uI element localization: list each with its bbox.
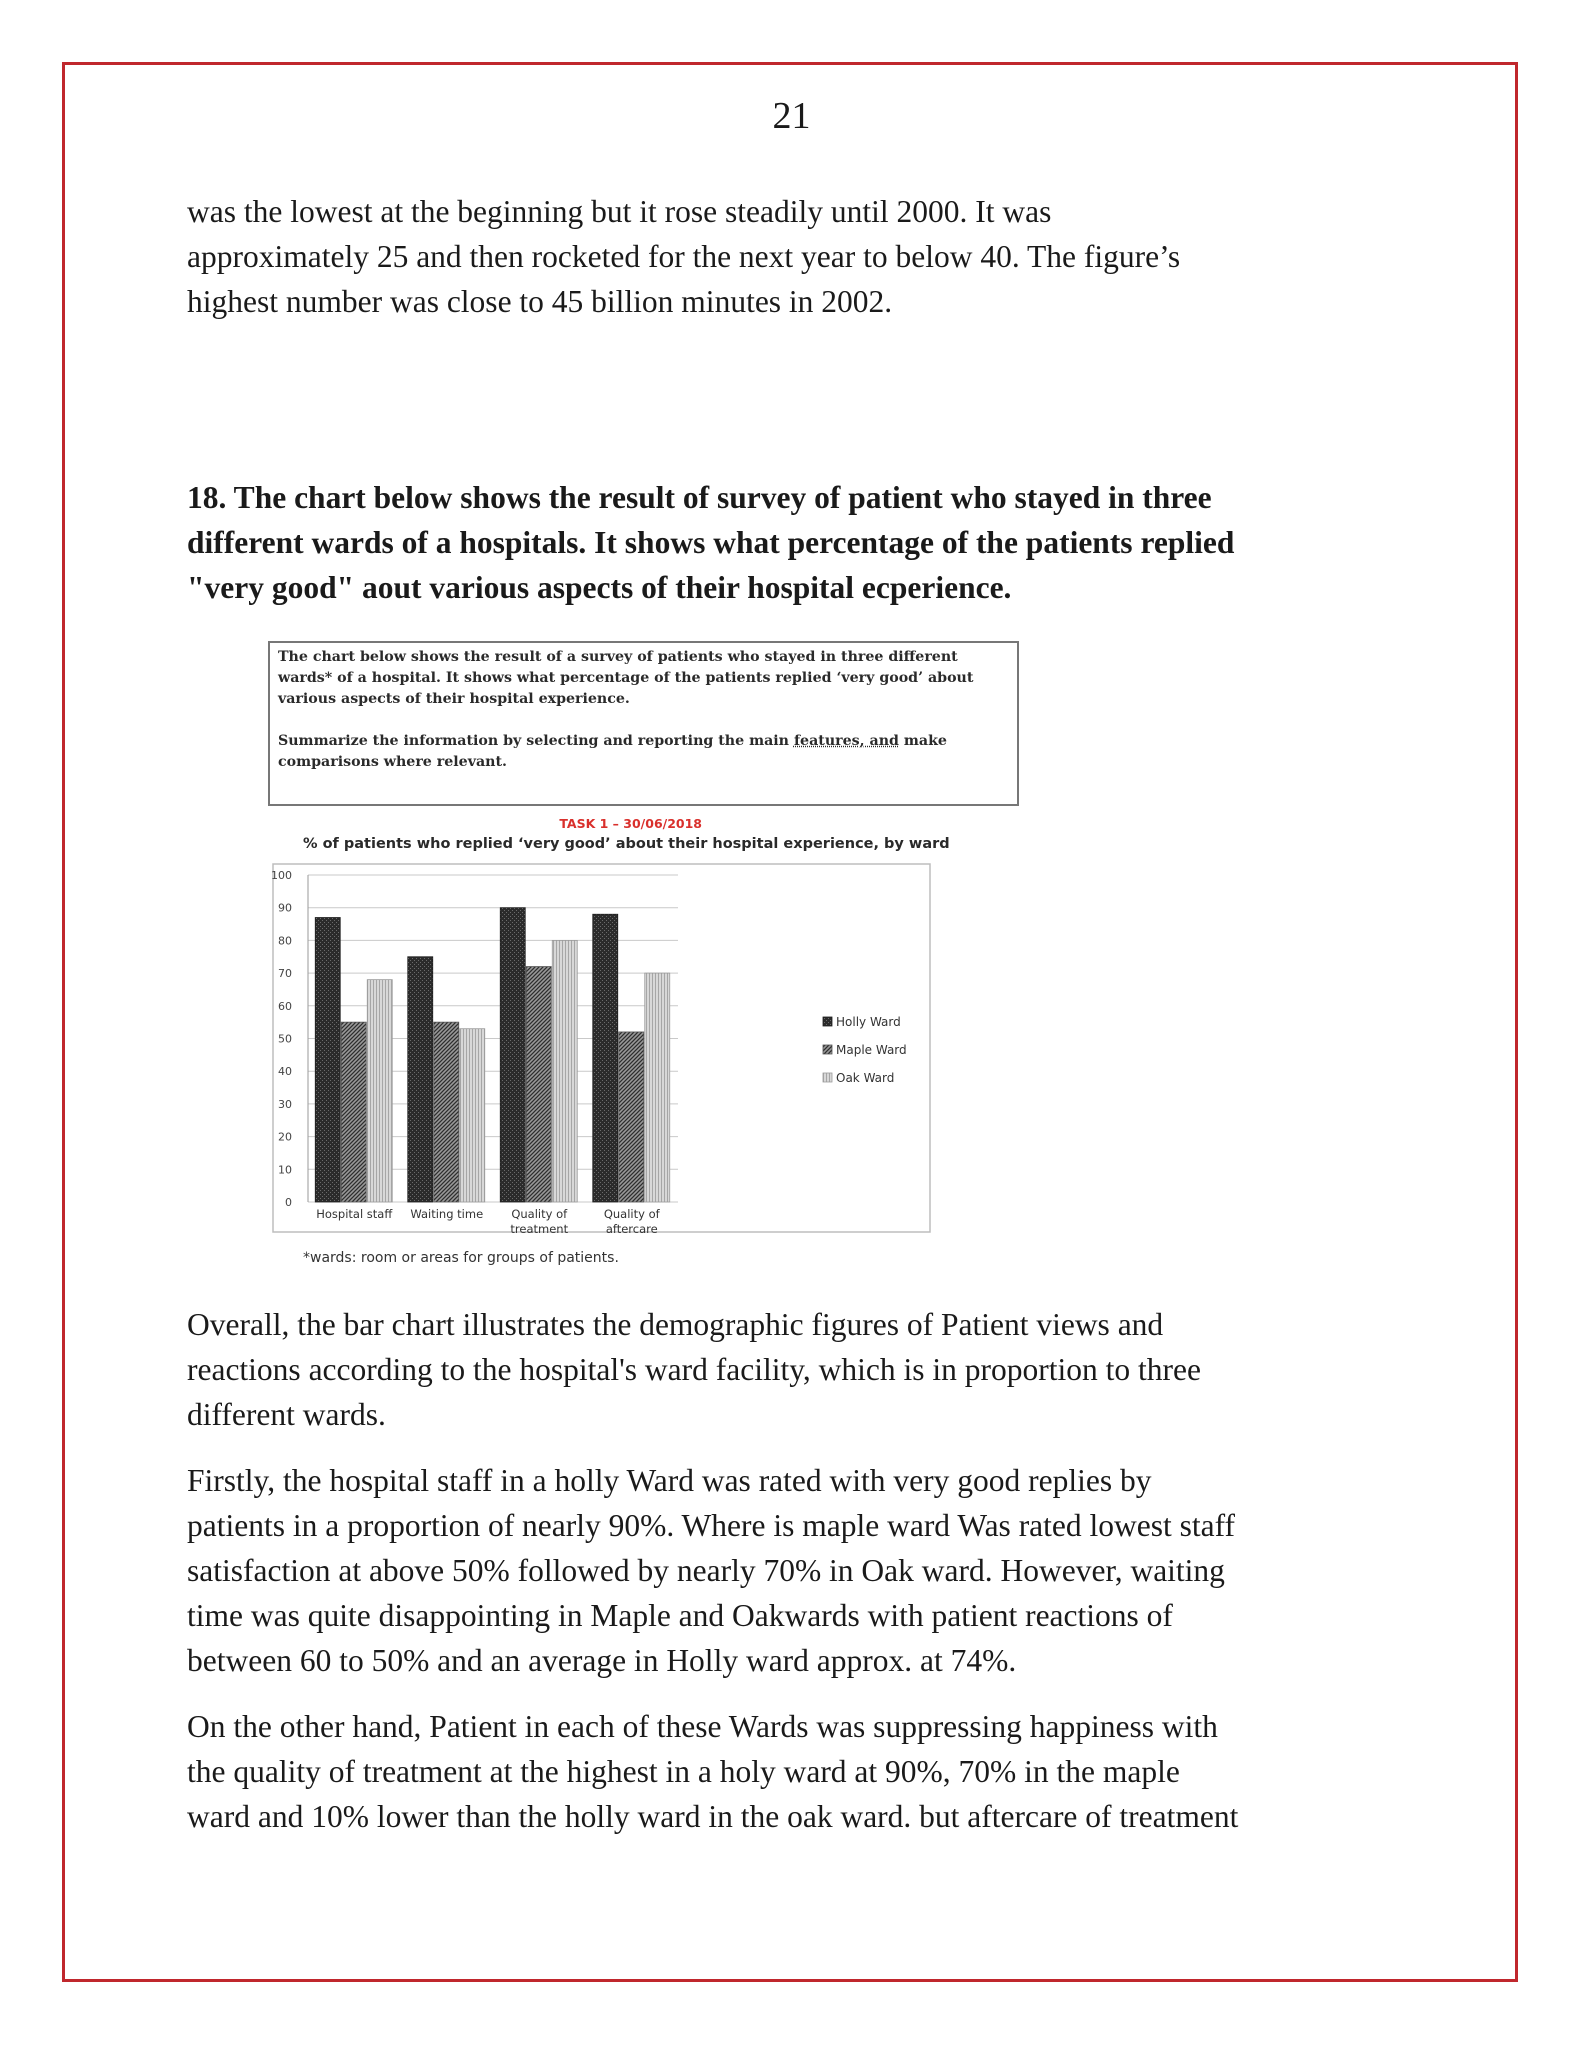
- bar-oak-ward: [460, 1029, 485, 1202]
- text-line: satisfaction at above 50% followed by nearly 70% in Oak ward. However, waiting: [187, 1553, 1225, 1588]
- y-tick-label: 70: [278, 967, 292, 981]
- text-line: different wards.: [187, 1397, 386, 1432]
- body-paragraph-other-hand: [187, 1704, 1427, 1839]
- text-line: was the lowest at the beginning but it rose steadily until 2000. It was: [187, 194, 1052, 229]
- y-tick-label: 60: [278, 999, 292, 1013]
- bar-oak-ward: [645, 973, 670, 1202]
- text-line: Firstly, the hospital staff in a holly Ward was rated with very good replies by: [187, 1463, 1152, 1498]
- bar-oak-ward: [552, 940, 577, 1202]
- task-label: TASK 1 – 30/06/2018: [559, 818, 702, 831]
- bar-holly-ward: [593, 914, 618, 1202]
- text-line: the quality of treatment at the highest in a holy ward at 90%, 70% in the maple: [187, 1754, 1180, 1789]
- chart-title: % of patients who replied ‘very good’ about their hospital experience, by ward: [303, 836, 950, 852]
- text-line: reactions according to the hospital's ward facility, which is in proportion to three: [187, 1352, 1201, 1387]
- text-line: approximately 25 and then rocketed for the next year to below 40. The figure’s: [187, 239, 1181, 274]
- bar-holly-ward: [500, 908, 525, 1202]
- bar-oak-ward: [367, 980, 392, 1202]
- prompt-line: wards* of a hospital. It shows what percentage of the patients replied ‘very good’ about: [278, 670, 974, 686]
- y-tick-label: 10: [278, 1163, 292, 1177]
- legend-label: Oak Ward: [836, 1071, 895, 1085]
- prompt-summary-text: Summarize the information by selecting and reporting the main: [278, 733, 794, 749]
- bar-holly-ward: [315, 918, 340, 1202]
- text-line: between 60 to 50% and an average in Holly ward approx. at 74%.: [187, 1643, 1017, 1678]
- text-line: different wards of a hospitals. It shows what percentage of the patients replied: [187, 525, 1235, 560]
- intro-paragraph: [187, 189, 1427, 324]
- legend: [823, 1015, 907, 1085]
- legend-swatch: [823, 1045, 832, 1054]
- prompt-summary-underlined: features, and: [793, 733, 899, 749]
- prompt-line: The chart below shows the result of a survey of patients who stayed in three different: [278, 649, 958, 665]
- task-prompt-box: [268, 641, 1019, 806]
- question-heading: [187, 475, 1427, 610]
- bar-chart: [268, 818, 1028, 1278]
- chart-footnote: *wards: room or areas for groups of patients.: [303, 1250, 619, 1266]
- text-line: "very good" aout various aspects of their hospital ecperience.: [187, 570, 1012, 605]
- page-number: 21: [772, 95, 811, 137]
- prompt-line: various aspects of their hospital experience.: [278, 691, 630, 707]
- y-tick-label: 100: [271, 869, 292, 882]
- x-tick-label: aftercare: [605, 1222, 658, 1236]
- legend-label: Maple Ward: [836, 1043, 907, 1057]
- bar-maple-ward: [526, 967, 551, 1202]
- text-line: On the other hand, Patient in each of these Wards was suppressing happiness with: [187, 1709, 1218, 1744]
- bar-maple-ward: [434, 1022, 459, 1202]
- bar-holly-ward: [408, 957, 433, 1202]
- bar-maple-ward: [619, 1032, 644, 1202]
- y-tick-label: 40: [278, 1065, 292, 1079]
- x-tick-label: Quality of: [511, 1207, 568, 1221]
- x-tick-label: Waiting time: [410, 1207, 484, 1221]
- body-paragraph-firstly: [187, 1458, 1427, 1683]
- legend-label: Holly Ward: [836, 1015, 901, 1029]
- prompt-summary-line2: comparisons where relevant.: [278, 754, 507, 770]
- text-line: time was quite disappointing in Maple and Oakwards with patient reactions of: [187, 1598, 1173, 1633]
- legend-swatch: [823, 1017, 832, 1026]
- text-line: Overall, the bar chart illustrates the demographic figures of Patient views and: [187, 1307, 1164, 1342]
- text-line: ward and 10% lower than the holly ward in the oak ward. but aftercare of treatment: [187, 1799, 1239, 1834]
- bar-maple-ward: [341, 1022, 366, 1202]
- y-tick-label: 30: [278, 1097, 292, 1111]
- body-paragraph-overall: [187, 1302, 1427, 1437]
- y-tick-label: 90: [278, 901, 292, 915]
- y-tick-label: 50: [278, 1032, 292, 1046]
- text-line: patients in a proportion of nearly 90%. Where is maple ward Was rated lowest staff: [187, 1508, 1236, 1543]
- text-line: highest number was close to 45 billion minutes in 2002.: [187, 284, 893, 319]
- x-tick-label: treatment: [510, 1222, 569, 1236]
- x-tick-label: Quality of: [603, 1207, 660, 1221]
- x-tick-label: Hospital staff: [316, 1207, 393, 1221]
- prompt-summary-end: make: [898, 733, 947, 749]
- y-tick-label: 20: [278, 1130, 292, 1144]
- text-line: 18. The chart below shows the result of survey of patient who stayed in three: [187, 480, 1212, 515]
- bar-chart-figure: [268, 818, 1028, 1278]
- y-tick-label: 0: [285, 1196, 292, 1209]
- y-tick-label: 80: [278, 934, 292, 948]
- prompt-summary: [278, 731, 1009, 752]
- legend-swatch: [823, 1073, 832, 1082]
